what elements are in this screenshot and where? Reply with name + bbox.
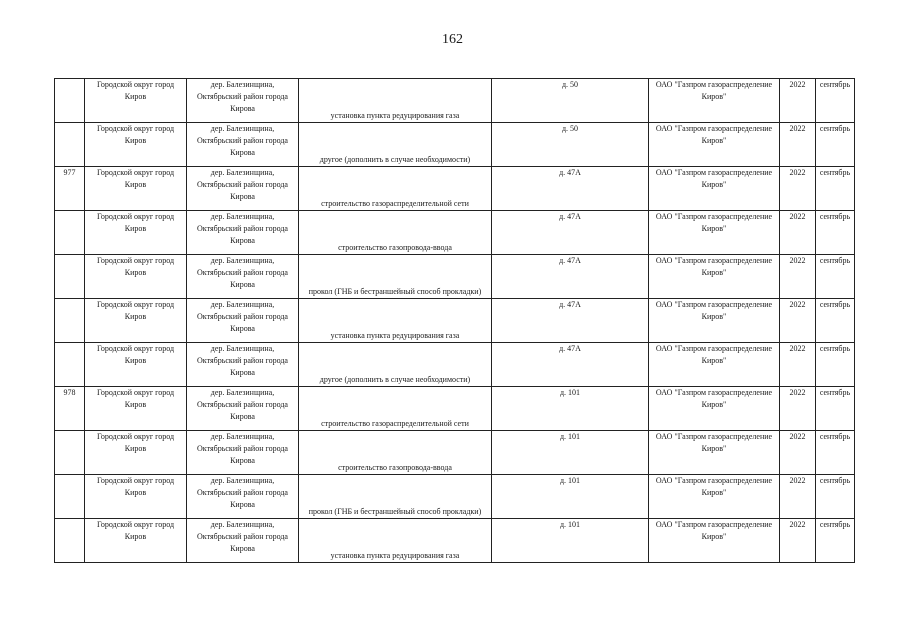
month-cell: сентябрь	[816, 343, 855, 387]
table-row	[55, 79, 855, 123]
district-cell: Городской округ город Киров	[85, 475, 187, 519]
location-cell: дер. Балезинщина, Октябрьский район города Кирова	[187, 79, 299, 123]
work-type-cell: установка пункта редуцирования газа	[299, 79, 492, 123]
year-cell: 2022	[780, 211, 816, 255]
month-cell: сентябрь	[816, 255, 855, 299]
location-cell: дер. Балезинщина, Октябрьский район города Кирова	[187, 299, 299, 343]
district-cell: Городской округ город Киров	[85, 79, 187, 123]
table-row	[55, 211, 855, 255]
gas-works-table	[54, 78, 855, 563]
work-type-cell: прокол (ГНБ и бестраншейный способ прокладки)	[299, 475, 492, 519]
location-cell: дер. Балезинщина, Октябрьский район города Кирова	[187, 211, 299, 255]
organization-cell: ОАО "Газпром газораспределение Киров"	[649, 167, 780, 211]
location-cell: дер. Балезинщина, Октябрьский район города Кирова	[187, 387, 299, 431]
location-cell: дер. Балезинщина, Октябрьский район города Кирова	[187, 475, 299, 519]
district-cell: Городской округ город Киров	[85, 211, 187, 255]
house-cell: д. 101	[492, 475, 649, 519]
table-row	[55, 343, 855, 387]
row-number	[55, 255, 85, 299]
organization-cell: ОАО "Газпром газораспределение Киров"	[649, 343, 780, 387]
row-number: 978	[55, 387, 85, 431]
organization-cell: ОАО "Газпром газораспределение Киров"	[649, 299, 780, 343]
organization-cell: ОАО "Газпром газораспределение Киров"	[649, 431, 780, 475]
organization-cell: ОАО "Газпром газораспределение Киров"	[649, 519, 780, 563]
page-number: 162	[442, 32, 463, 47]
district-cell: Городской округ город Киров	[85, 519, 187, 563]
district-cell: Городской округ город Киров	[85, 299, 187, 343]
organization-cell: ОАО "Газпром газораспределение Киров"	[649, 387, 780, 431]
location-cell: дер. Балезинщина, Октябрьский район города Кирова	[187, 123, 299, 167]
table-row	[55, 519, 855, 563]
year-cell: 2022	[780, 475, 816, 519]
row-number	[55, 519, 85, 563]
row-number	[55, 123, 85, 167]
location-cell: дер. Балезинщина, Октябрьский район города Кирова	[187, 431, 299, 475]
year-cell: 2022	[780, 299, 816, 343]
month-cell: сентябрь	[816, 519, 855, 563]
location-cell: дер. Балезинщина, Октябрьский район города Кирова	[187, 167, 299, 211]
table-body	[55, 79, 855, 563]
house-cell: д. 101	[492, 431, 649, 475]
year-cell: 2022	[780, 79, 816, 123]
month-cell: сентябрь	[816, 431, 855, 475]
row-number	[55, 431, 85, 475]
organization-cell: ОАО "Газпром газораспределение Киров"	[649, 255, 780, 299]
organization-cell: ОАО "Газпром газораспределение Киров"	[649, 123, 780, 167]
district-cell: Городской округ город Киров	[85, 255, 187, 299]
district-cell: Городской округ город Киров	[85, 123, 187, 167]
year-cell: 2022	[780, 387, 816, 431]
month-cell: сентябрь	[816, 387, 855, 431]
month-cell: сентябрь	[816, 299, 855, 343]
row-number	[55, 299, 85, 343]
house-cell: д. 47А	[492, 299, 649, 343]
year-cell: 2022	[780, 519, 816, 563]
house-cell: д. 50	[492, 123, 649, 167]
work-type-cell: другое (дополнить в случае необходимости)	[299, 343, 492, 387]
table-row	[55, 431, 855, 475]
district-cell: Городской округ город Киров	[85, 167, 187, 211]
house-cell: д. 50	[492, 79, 649, 123]
district-cell: Городской округ город Киров	[85, 343, 187, 387]
table-row	[55, 387, 855, 431]
work-type-cell: установка пункта редуцирования газа	[299, 519, 492, 563]
work-type-cell: строительство газопровода-ввода	[299, 431, 492, 475]
month-cell: сентябрь	[816, 475, 855, 519]
house-cell: д. 47А	[492, 255, 649, 299]
house-cell: д. 47А	[492, 343, 649, 387]
table-row	[55, 299, 855, 343]
organization-cell: ОАО "Газпром газораспределение Киров"	[649, 79, 780, 123]
location-cell: дер. Балезинщина, Октябрьский район города Кирова	[187, 343, 299, 387]
work-type-cell: прокол (ГНБ и бестраншейный способ прокладки)	[299, 255, 492, 299]
house-cell: д. 47А	[492, 211, 649, 255]
house-cell: д. 101	[492, 387, 649, 431]
year-cell: 2022	[780, 255, 816, 299]
year-cell: 2022	[780, 431, 816, 475]
year-cell: 2022	[780, 343, 816, 387]
table-row	[55, 475, 855, 519]
district-cell: Городской округ город Киров	[85, 431, 187, 475]
location-cell: дер. Балезинщина, Октябрьский район города Кирова	[187, 519, 299, 563]
organization-cell: ОАО "Газпром газораспределение Киров"	[649, 475, 780, 519]
organization-cell: ОАО "Газпром газораспределение Киров"	[649, 211, 780, 255]
district-cell: Городской округ город Киров	[85, 387, 187, 431]
table-row	[55, 123, 855, 167]
work-type-cell: строительство газораспределительной сети	[299, 387, 492, 431]
row-number	[55, 211, 85, 255]
month-cell: сентябрь	[816, 167, 855, 211]
month-cell: сентябрь	[816, 123, 855, 167]
row-number: 977	[55, 167, 85, 211]
work-type-cell: строительство газопровода-ввода	[299, 211, 492, 255]
table-row	[55, 255, 855, 299]
row-number	[55, 79, 85, 123]
work-type-cell: строительство газораспределительной сети	[299, 167, 492, 211]
month-cell: сентябрь	[816, 211, 855, 255]
year-cell: 2022	[780, 167, 816, 211]
house-cell: д. 47А	[492, 167, 649, 211]
house-cell: д. 101	[492, 519, 649, 563]
month-cell: сентябрь	[816, 79, 855, 123]
location-cell: дер. Балезинщина, Октябрьский район города Кирова	[187, 255, 299, 299]
work-type-cell: другое (дополнить в случае необходимости)	[299, 123, 492, 167]
year-cell: 2022	[780, 123, 816, 167]
row-number	[55, 475, 85, 519]
work-type-cell: установка пункта редуцирования газа	[299, 299, 492, 343]
row-number	[55, 343, 85, 387]
table-row	[55, 167, 855, 211]
